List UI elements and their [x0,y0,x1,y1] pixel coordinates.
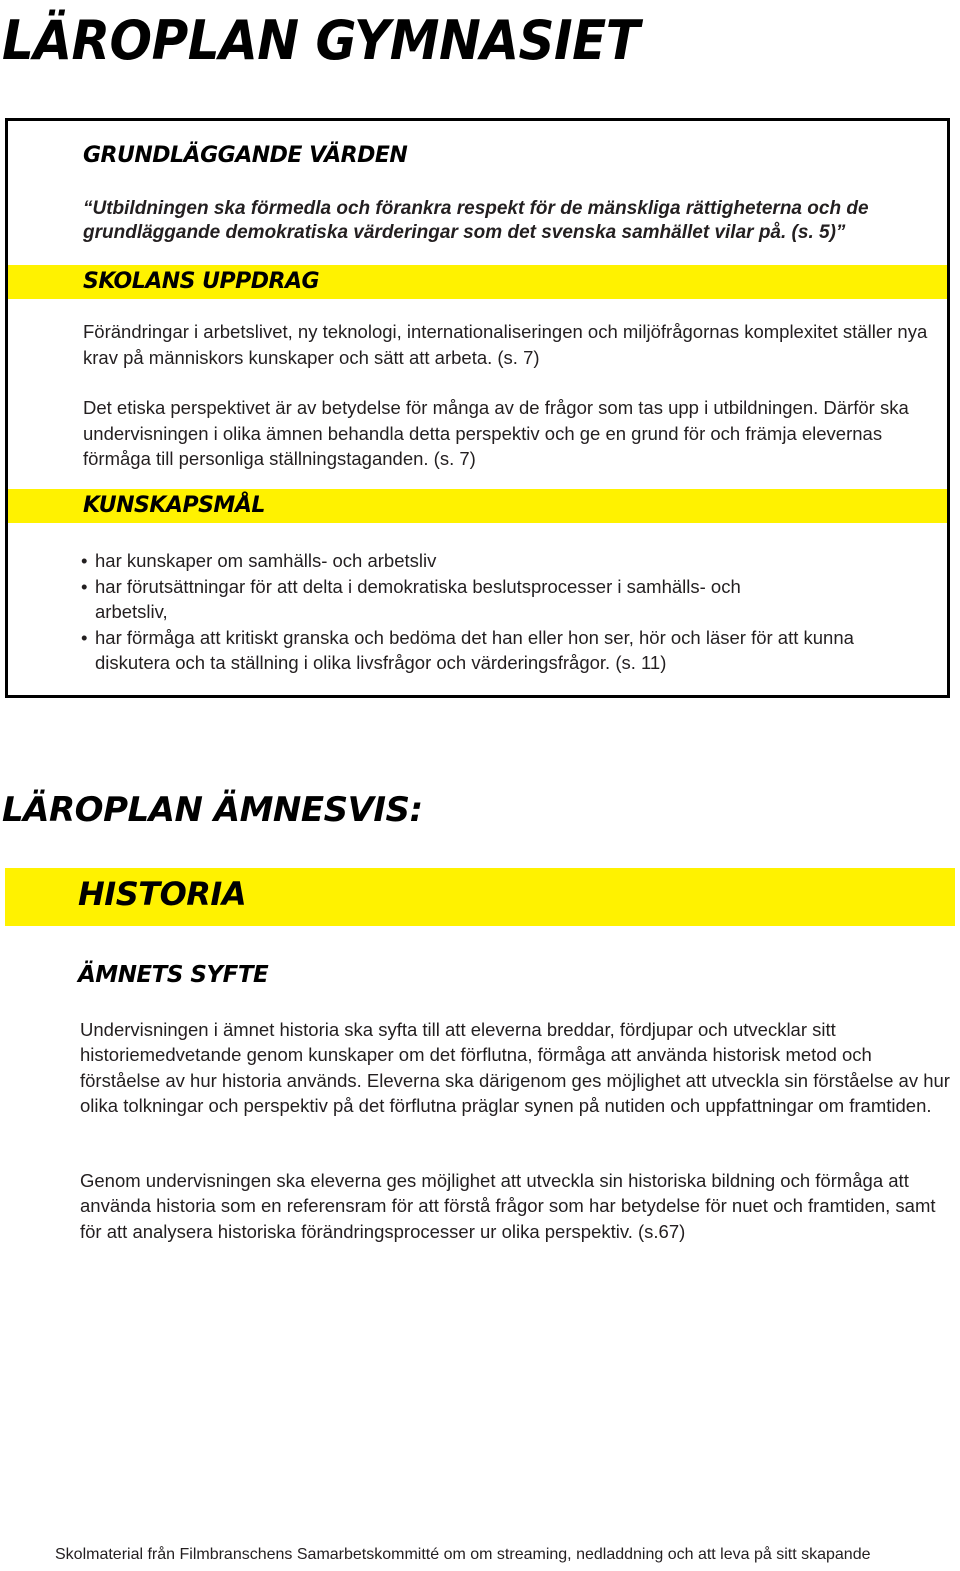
list-item: • har kunskaper om samhälls- och arbetsliv [81,548,941,574]
list-item: • har förmåga att kritiskt granska och bedöma det han eller hon ser, hör och läser för att kunna diskutera och ta ställning i olika livsfrågor och värderingsfrågor. (s. 11) [81,625,905,676]
mission-paragraph-1: Förändringar i arbetslivet, ny teknologi, internationaliseringen och miljöfrågornas komplexitet ställer nya krav på människors kunskaper och sätt att arbeta. (s. 7) [83,321,928,368]
list-item: • har förutsättningar för att delta i demokratiska beslutsprocesser i samhälls- och arbetsliv, [81,574,795,625]
subject-title: HISTORIA [78,875,247,913]
heading-knowledge-goals: KUNSKAPSMÅL [83,493,265,518]
values-quote: “Utbildningen ska förmedla och förankra respekt för de mänskliga rättigheterna och de grundläggande demokratiska värderingar som det svenska samhället vilar på. (s. 5)” [83,198,869,243]
curriculum-box [5,118,950,698]
subject-curriculum-title: LÄROPLAN ÄMNESVIS: [2,790,423,830]
heading-school-mission: SKOLANS UPPDRAG [83,269,320,294]
knowledge-goals-list [81,548,941,676]
subject-purpose-heading: ÄMNETS SYFTE [78,962,269,988]
footer-credit: Skolmaterial från Filmbranschens Samarbetskommitté om om streaming, nedladdning och att leva på sitt skapande [55,1546,871,1563]
page-title: LÄROPLAN GYMNASIET [2,9,640,73]
mission-paragraph-2: Det etiska perspektivet är av betydelse för många av de frågor som tas upp i utbildningen. Därför ska undervisningen i olika ämnen behandla detta perspektiv och ge en grund för och främja elevernas förmåga till personliga ställningstaganden. (s. 7) [83,397,909,469]
purpose-paragraph-2: Genom undervisningen ska eleverna ges möjlighet att utveckla sin historiska bildning och förmåga att använda historia som en referensram för att förstå frågor som har betydelse för nuet och framtiden, samt för att analysera historiska förändringsprocesser ur olika perspektiv. (s.67) [80,1170,936,1242]
purpose-paragraph-1: Undervisningen i ämnet historia ska syfta till att eleverna breddar, fördjupar och utvecklar sitt historiemedvetande genom kunskaper om det förflutna, förmåga att använda historisk metod och förståelse av hur historia används. Eleverna ska därigenom ges möjlighet att utveckla sin förståelse av hur olika tolkningar och perspektiv på det förflutna präglar synen på nutiden och uppfattningar om framtiden. [80,1019,950,1116]
heading-fundamental-values: GRUNDLÄGGANDE VÄRDEN [83,143,408,168]
